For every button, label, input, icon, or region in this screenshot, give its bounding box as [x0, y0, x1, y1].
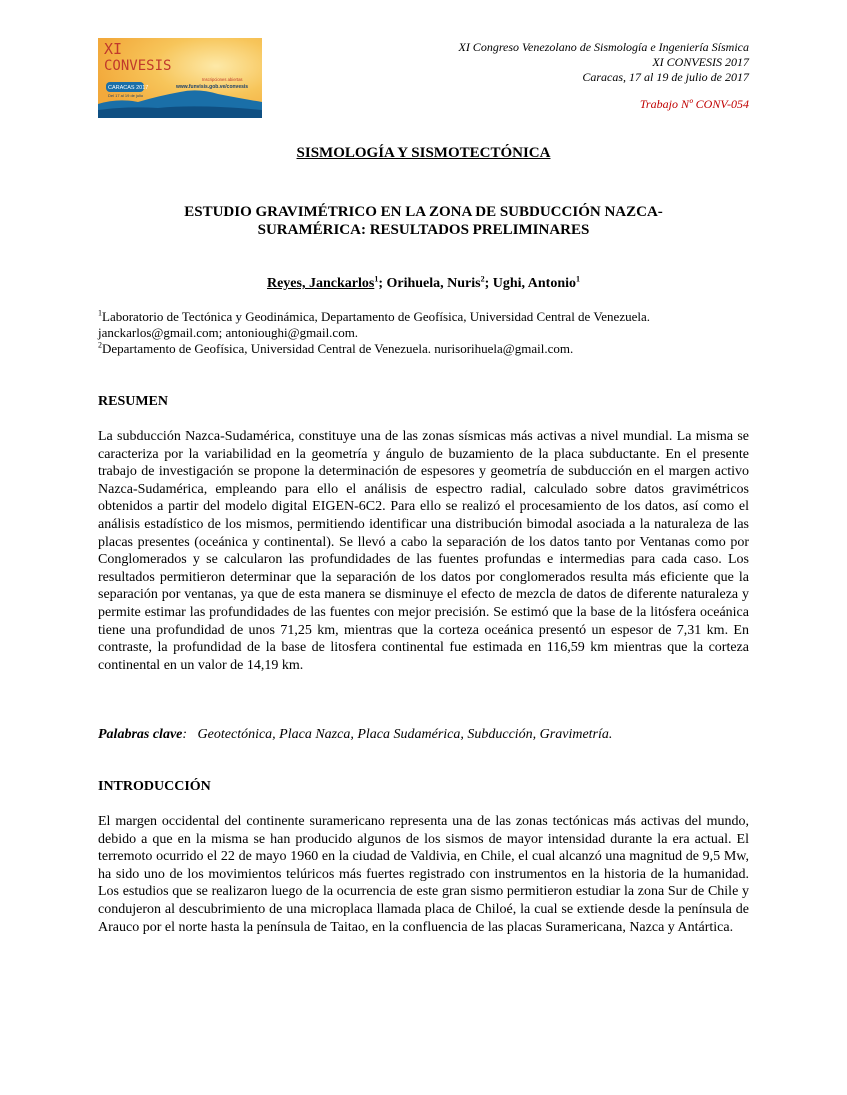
- logo-registration: Inscripciones abiertas: [202, 77, 243, 82]
- paper-number: Trabajo Nº CONV-054: [639, 97, 749, 111]
- keywords-text: Geotectónica, Placa Nazca, Placa Sudamérica, Subducción, Gravimetría.: [197, 727, 613, 742]
- convesis-logo: [98, 38, 262, 118]
- logo-url: www.funvisis.gob.ve/convesis: [176, 84, 249, 90]
- affiliation-1-text: Laboratorio de Tectónica y Geodinámica, Departamento de Geofísica, Universidad Central de Venezuela.: [102, 309, 650, 324]
- resumen-body: La subducción Nazca-Sudamérica, constituye una de las zonas sísmicas más activas a nivel mundial. La misma se caracteriza por la variabilidad en la geometría y ángulo de buzamiento de la placa subductante. En el presente trabajo de investigación se propone la determinación de espesores y geometría de subducción en el margen activo Nazca-Sudamérica, empleando para ello el análisis de espectro radial, calculado sobre datos gravimétricos obtenidos a partir del modelo digital EIGEN-6C2. Para ello se realizó el procesamiento de los datos, así como el análisis estadístico de los mismos, permitiendo identificar una distribución bimodal asociada a la naturaleza de las placas presentes (oceánica y continental). Se llevó a cabo la separación de los datos tanto por Ventanas como por Conglomerados y se calcularon las profundidades de las fuentes profundas e intermedias para cada caso. Los resultados permitieron determinar que la separación de los datos por conglomerados resulta más eficiente que la separación por ventanas, ya que de esta manera se disminuye el efecto de mezcla de datos de diferente naturaleza y permite estimar las profundidades de las fuentes con mejor precisión. Se estimó que la base de la litósfera oceánica tiene una profundidad de unos 71,25 km, mientras que la corteza oceánica presentó un espesor de 7,31 km. En contraste, la profundidad de la base de litosfera continental fue estimada en 116,59 km mientras que la corteza continental en un valor de 14,19 km.: [98, 429, 749, 673]
- keywords: [98, 727, 749, 743]
- keywords-label: Palabras clave: [98, 727, 183, 742]
- author-3: ; Ughi, Antonio: [484, 276, 577, 291]
- logo-name: CONVESIS: [104, 58, 172, 74]
- author-2: ; Orihuela, Nuris: [378, 276, 481, 291]
- section-title: SISMOLOGÍA Y SISMOTECTÓNICA: [296, 145, 551, 161]
- affiliations: [98, 309, 749, 357]
- paper-title-line-1: ESTUDIO GRAVIMÉTRICO EN LA ZONA DE SUBDUCCIÓN NAZCA-: [184, 204, 663, 220]
- affiliation-1-marker: 1: [98, 308, 102, 318]
- introduccion-heading: INTRODUCCIÓN: [98, 779, 211, 794]
- affiliation-2-text: Departamento de Geofísica, Universidad Central de Venezuela. nurisorihuela@gmail.com.: [102, 341, 574, 356]
- author-3-affil: 1: [576, 274, 581, 284]
- affiliation-2-marker: 2: [98, 340, 102, 350]
- paper-title: [98, 203, 749, 239]
- conference-short: XI CONVESIS 2017: [652, 55, 749, 69]
- conference-name: XI Congreso Venezolano de Sismología e Ingeniería Sísmica: [458, 40, 749, 54]
- author-list: [98, 276, 749, 292]
- logo-city-year: CARACAS 2017: [108, 85, 149, 91]
- logo-roman: XI: [104, 40, 123, 58]
- logo-dates: Del 17 al 19 de julio: [108, 93, 144, 98]
- resumen-heading: RESUMEN: [98, 394, 169, 409]
- conference-place-date: Caracas, 17 al 19 de julio de 2017: [582, 70, 749, 84]
- affiliation-1: [98, 309, 749, 325]
- paper-title-line-2: SURAMÉRICA: RESULTADOS PRELIMINARES: [257, 222, 590, 238]
- author-1: Reyes, Janckarlos: [266, 276, 375, 291]
- convesis-logo-graphic: [98, 38, 262, 118]
- author-2-affil: 2: [480, 274, 485, 284]
- affiliation-1-emails: janckarlos@gmail.com; antonioughi@gmail.com.: [98, 325, 359, 340]
- affiliation-2: [98, 341, 749, 357]
- introduccion-body: El margen occidental del continente suramericano representa una de las zonas tectónicas más activas del mundo, debido a que en la misma se han producido algunos de los sismos de mayor intensidad durante la era actual. El terremoto ocurrido el 22 de mayo 1960 en la ciudad de Valdivia, en Chile, el cual alcanzó una magnitud de 9,5 Mw, ha sido uno de los movimientos telúricos más fuertes registrado con instrumentos en la historia de la humanidad. Los estudios que se realizaron luego de la ocurrencia de este gran sismo permitieron estudiar la zona Sur de Chile y condujeron al descubrimiento de una microplaca llamada placa de Chiloé, la cual se extiende desde la península de Arauco por el norte hasta la península de Taitao, en la confluencia de las placas Suramericana, Nazca y Antártica.: [98, 814, 749, 935]
- conference-header: [458, 40, 749, 112]
- author-1-affil: 1: [374, 274, 379, 284]
- keywords-colon: :: [182, 727, 188, 742]
